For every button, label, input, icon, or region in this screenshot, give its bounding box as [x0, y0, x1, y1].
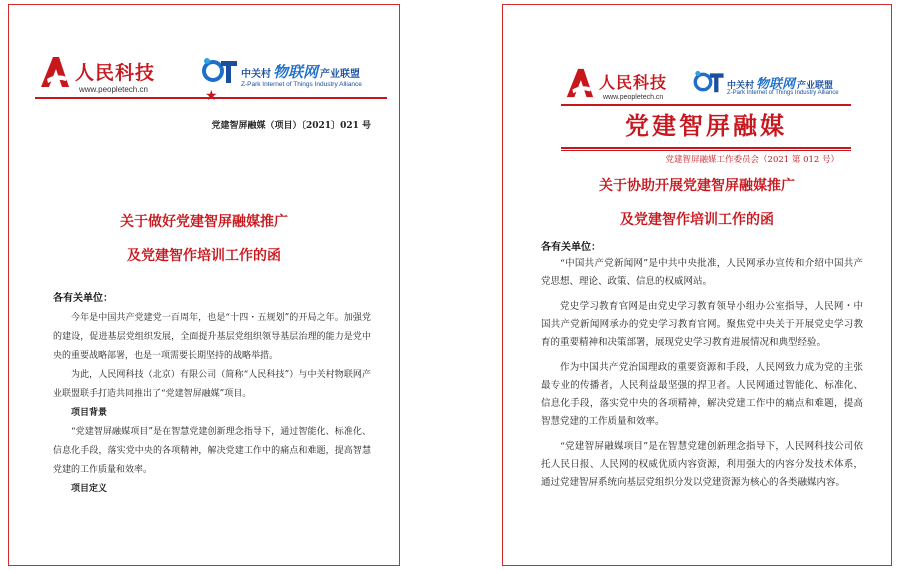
letter-title-line-1: 关于协助开展党建智屏融媒推广 [599, 178, 795, 194]
section-heading-definition: 项目定义 [71, 484, 108, 494]
right-document-page [502, 4, 892, 566]
iot-name: 物联网 [273, 63, 319, 81]
paragraph: 党史学习教育官网是由党史学习教育领导小组办公室指导，人民网・中国共产党新闻网承办的党史学习教育官网。聚焦党中央关于开展党史学习教育的重要精神和决策部署，展现党史学习教育进展情况和典型经验。 [541, 301, 863, 348]
banner-rule [561, 147, 851, 149]
people-logo-icon [563, 67, 595, 99]
paragraph: 为此，人民网科技（北京）有限公司（简称“人民科技”）与中关村物联网产业联盟联手打造共同推出了“党建智屏融媒”项目。 [53, 370, 371, 399]
brand-name: 人民科技 [599, 73, 668, 92]
letter-title-line-1: 关于做好党建智屏融媒推广 [120, 214, 288, 230]
letter-body [53, 309, 371, 499]
letter-body [541, 255, 863, 499]
paragraph: “党建智屏融媒项目”是在智慧党建创新理念指导下，人民网科技公司依托人民日报、人民网的权威优质内容资源，利用强大的内容分发技术体系，通过党建智屏系统向基层党组织分发以党建资源为核心的各类融媒内容。 [541, 441, 863, 488]
banner-rule-thin [561, 150, 851, 151]
iot-name: 物联网 [756, 77, 796, 92]
iot-prefix: 中关村 [727, 81, 755, 91]
paragraph: “中国共产党新闻网”是中共中央批准，人民网承办宣传和介绍中国共产党思想、理论、政策、信息的权威网站。 [541, 258, 863, 287]
paragraph: 今年是中国共产党建党一百周年，也是“十四・五规划”的开局之年。加强党的建设，促进基层党组织发展，全面提升基层党组织领导基层治理的能力是党中央的重要战略部署，也是一项需要长期坚持的战略举措。 [53, 313, 371, 361]
document-number: 党建智屏融媒（项目）〔2021〕021 号 [211, 121, 371, 131]
iot-suffix: 产业联盟 [797, 81, 834, 91]
people-logo-icon [37, 55, 71, 89]
section-heading-background: 项目背景 [71, 408, 108, 418]
committee-document-number: 党建智屏融媒工作委员会（2021 第 012 号） [665, 155, 839, 165]
brand-url: www.peopletech.cn [603, 94, 664, 101]
left-document-page [8, 4, 400, 566]
iot-english-name: Z-Park Internet of Things Industry Alliance [727, 90, 839, 96]
header-rule [561, 104, 851, 106]
letter-title-line-2: 及党建智作培训工作的函 [127, 248, 281, 264]
brand-url: www.peopletech.cn [79, 85, 148, 94]
iot-logo-icon [693, 70, 725, 94]
paragraph: 作为中国共产党治国理政的重要资源和手段，人民网致力成为党的主张最专业的传播者，人民利益最坚强的捍卫者。人民网通过智能化、标准化、信息化手段，落实党中央的各项精神，解决党建工作中的痛点和难题，提高智慧党建的工作质量和效率。 [541, 362, 863, 427]
paragraph: “党建智屏融媒项目”是在智慧党建创新理念指导下，通过智能化、标准化、信息化手段，落实党中央的各项精神，解决党建工作中的痛点和难题，提高智慧党建的工作质量和效率。 [53, 427, 371, 475]
star-icon: ★ [205, 88, 218, 104]
iot-logo-icon [202, 57, 238, 85]
banner-title: 党建智屏融媒 [625, 111, 787, 140]
iot-alliance-name [241, 61, 360, 82]
letter-title-line-2: 及党建智作培训工作的函 [620, 212, 774, 228]
iot-suffix: 产业联盟 [320, 69, 361, 80]
iot-english-name: Z-Park Internet of Things Industry Alliance [241, 81, 362, 88]
iot-prefix: 中关村 [241, 69, 271, 80]
letterhead [9, 55, 399, 115]
salutation: 各有关单位： [541, 242, 601, 253]
salutation: 各有关单位： [53, 293, 113, 304]
brand-name: 人民科技 [75, 62, 156, 84]
